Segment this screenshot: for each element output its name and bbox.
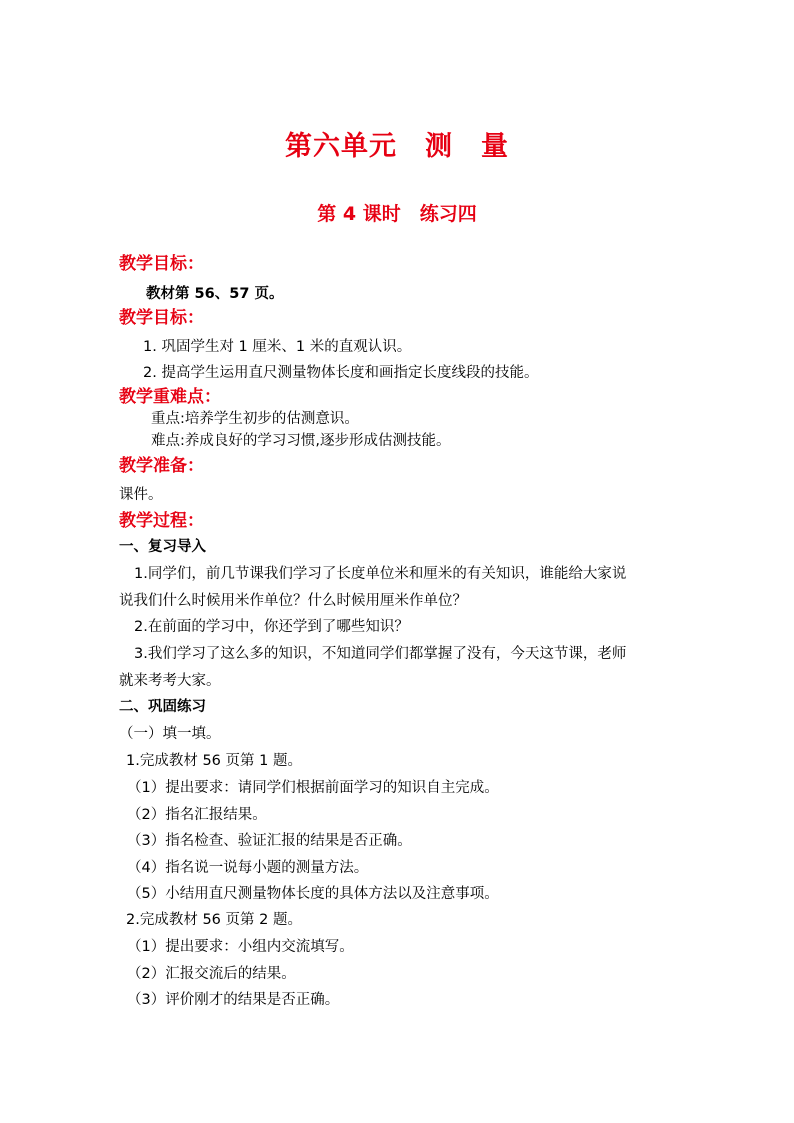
- heading-key-difficult-points: 教学重难点：: [119, 387, 221, 407]
- part2-title: 二、巩固练习: [119, 699, 206, 715]
- part2-line: （3）评价刚才的结果是否正确。: [127, 992, 340, 1008]
- part2-line: （4）指名说一说每小题的测量方法。: [127, 860, 369, 876]
- prep-line: 课件。: [119, 487, 163, 503]
- part2-line: （1）提出要求：小组内交流填写。: [127, 939, 354, 955]
- part2-line: （3）指名检查、验证汇报的结果是否正确。: [127, 833, 412, 849]
- goal2-line: 1. 巩固学生对 1 厘米、1 米的直观认识。: [143, 339, 412, 355]
- part1-line: 说我们什么时候用米作单位？什么时候用厘米作单位？: [119, 593, 467, 609]
- keypoint-line: 重点:培养学生初步的估测意识。: [151, 411, 359, 427]
- part2-line: （一）填一填。: [119, 726, 221, 742]
- heading-teaching-goal-2: 教学目标：: [119, 308, 204, 328]
- goal1-line: 教材第 56、57 页。: [146, 286, 284, 302]
- part2-line: （1）提出要求：请同学们根据前面学习的知识自主完成。: [127, 780, 499, 796]
- part1-line: 3.我们学习了这么多的知识，不知道同学们都掌握了没有，今天这节课，老师: [134, 646, 627, 662]
- part2-line: （2）汇报交流后的结果。: [127, 966, 296, 982]
- heading-teaching-prep: 教学准备：: [119, 456, 204, 476]
- part2-line: 2.完成教材 56 页第 2 题。: [126, 912, 302, 928]
- heading-teaching-goal-1: 教学目标：: [119, 254, 204, 274]
- heading-teaching-process: 教学过程：: [119, 511, 204, 531]
- part2-line: （2）指名汇报结果。: [127, 807, 267, 823]
- part1-line: 2.在前面的学习中，你还学到了哪些知识？: [134, 619, 409, 635]
- part2-line: 1.完成教材 56 页第 1 题。: [126, 753, 302, 769]
- document-title: 第六单元 测 量: [285, 131, 509, 162]
- goal2-line: 2. 提高学生运用直尺测量物体长度和画指定长度线段的技能。: [143, 365, 539, 381]
- lesson-subtitle: 第 4 课时 练习四: [317, 203, 477, 225]
- keypoint-line: 难点:养成良好的学习习惯,逐步形成估测技能。: [151, 433, 451, 449]
- part2-line: （5）小结用直尺测量物体长度的具体方法以及注意事项。: [127, 886, 499, 902]
- part1-title: 一、复习导入: [119, 539, 206, 555]
- part1-line: 1.同学们，前几节课我们学习了长度单位米和厘米的有关知识，谁能给大家说: [134, 566, 627, 582]
- part1-line: 就来考考大家。: [119, 673, 221, 689]
